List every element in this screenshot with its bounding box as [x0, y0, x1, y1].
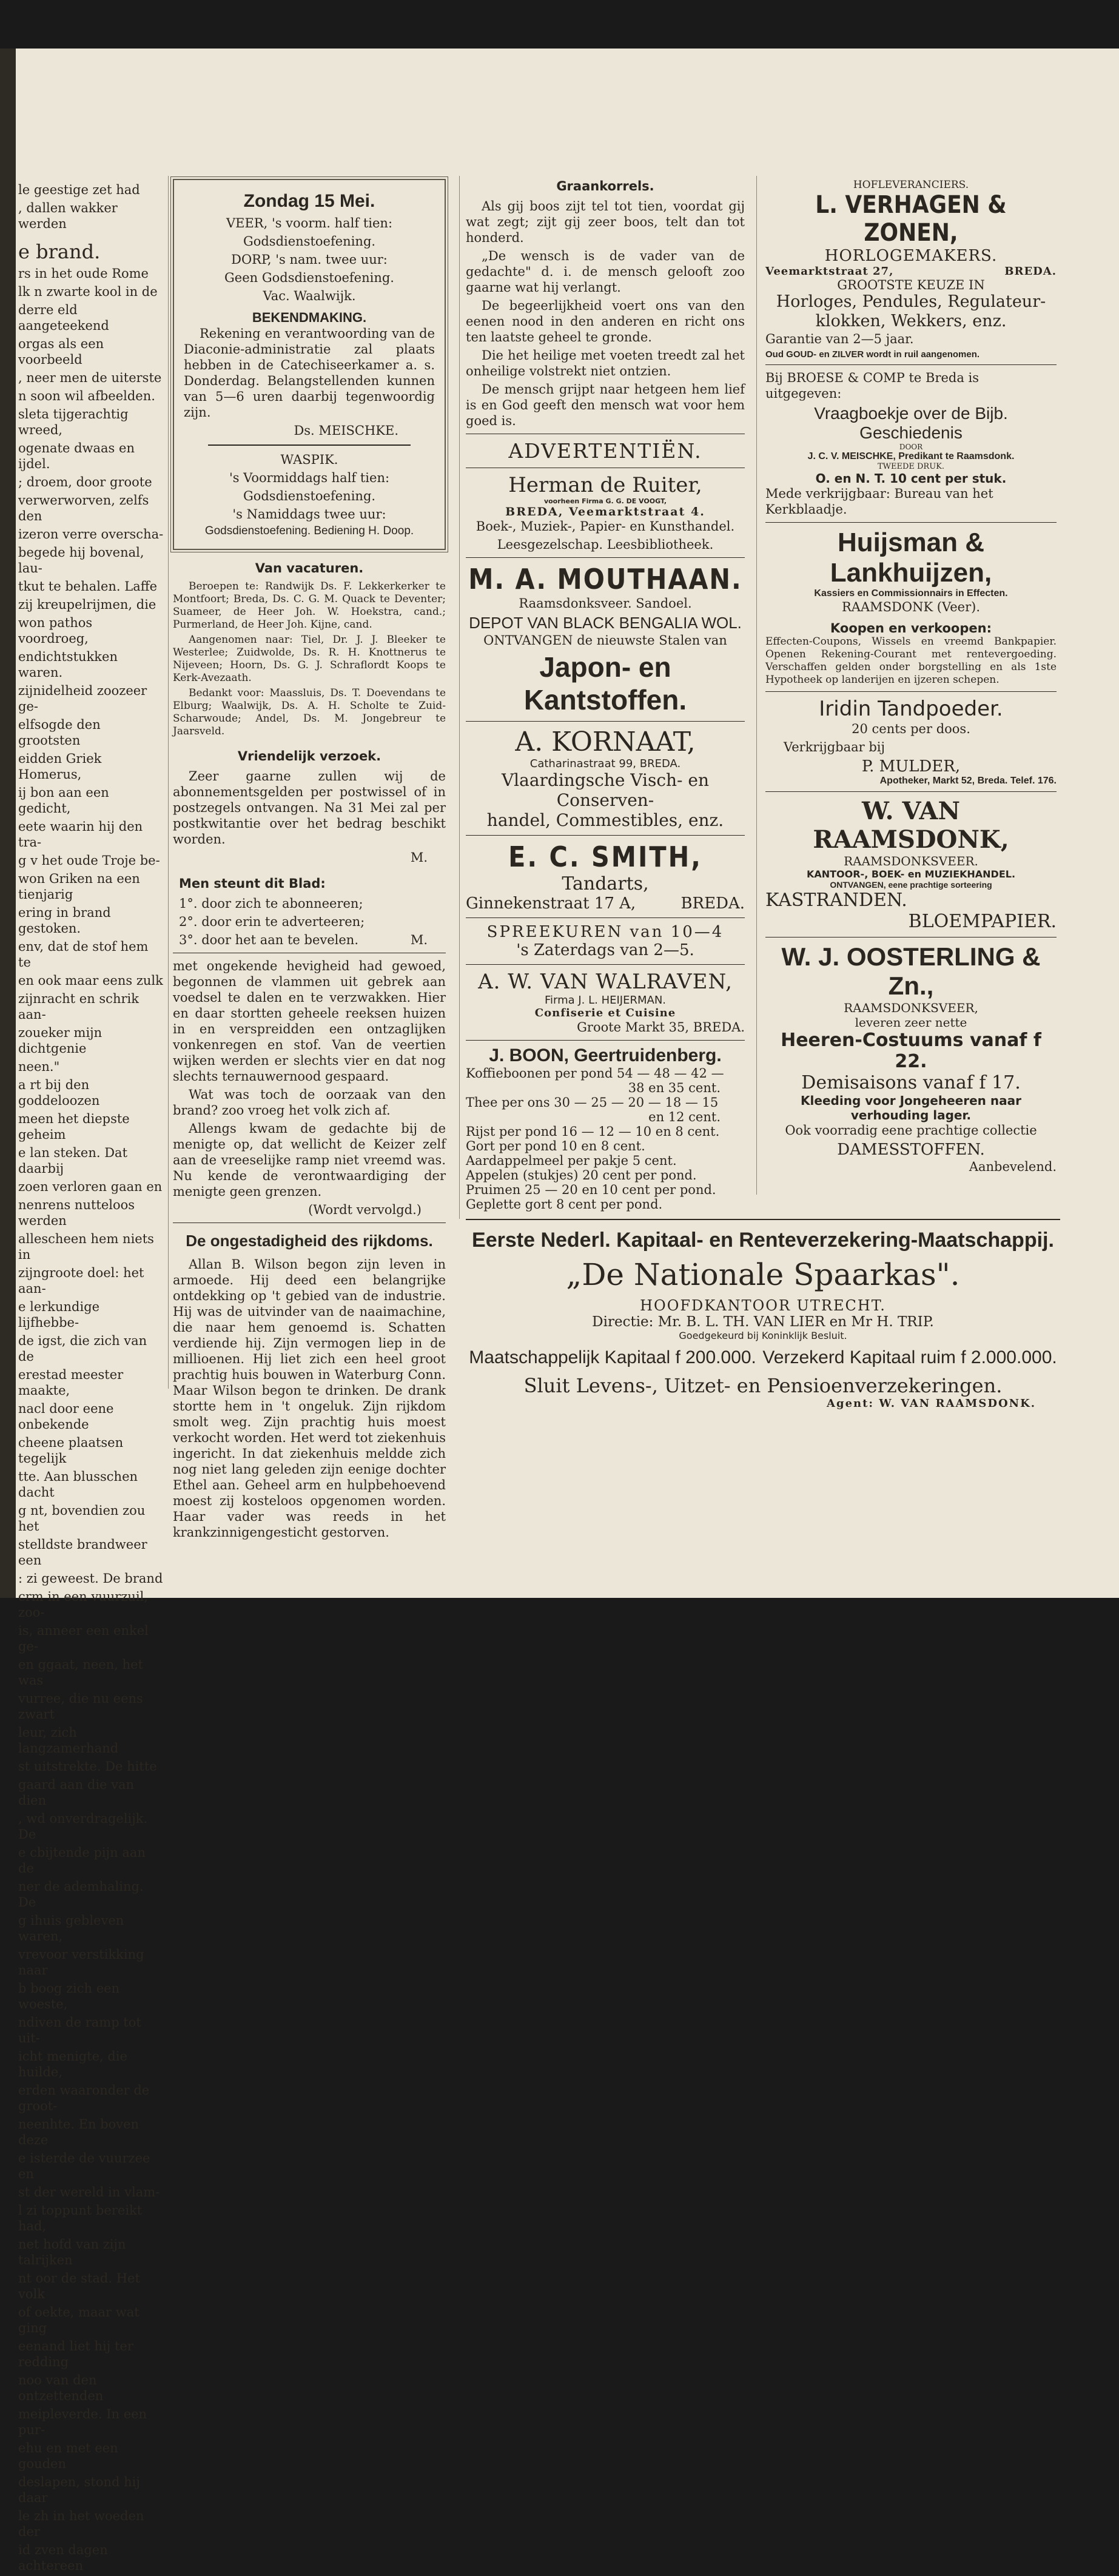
divider	[466, 917, 745, 918]
text-line-fragment: verwerworven, zelfs den	[18, 493, 149, 523]
text-line-fragment: rs in het oude Rome	[18, 266, 149, 281]
kornaat-line: Vlaardingsche Visch- en Conserven-	[501, 770, 710, 810]
text-line-fragment: e cbijtende pijn aan de	[18, 1845, 146, 1876]
text-line-fragment: zijnidelheid zoozeer ge-	[18, 683, 147, 714]
broese-druk: TWEEDE DRUK.	[877, 462, 945, 471]
text-line-fragment: , wd onverdragelijk. De	[18, 1811, 148, 1842]
divider	[466, 721, 745, 722]
text-line-fragment: id zven dagen achtereen	[18, 2543, 108, 2573]
text-line-fragment: st uitstrekte. De hitte	[18, 1759, 157, 1774]
verhagen-hofleveranciers: HOFLEVERANCIERS.	[853, 179, 969, 191]
price-row	[466, 1139, 745, 1153]
verhagen-profession: HORLOGEMAKERS.	[824, 247, 998, 265]
text-line-fragment: net hofd van zijn talrijken	[18, 2237, 126, 2267]
text-line-fragment: eidden Griek Homerus,	[18, 751, 102, 782]
ad-oosterling	[765, 942, 1057, 1175]
oosterling-aanbevelend: Aanbevelend.	[969, 1159, 1057, 1174]
raamsdonk-place: RAAMSDONKSVEER.	[844, 854, 978, 868]
divider	[765, 364, 1057, 365]
price-row	[466, 1153, 745, 1168]
steunt-title: Men steunt dit Blad:	[179, 876, 326, 891]
divider	[466, 964, 745, 965]
broese-verkrijgbaar: Mede verkrijgbaar: Bureau van het Kerkblaadje.	[765, 486, 993, 517]
graankorrel: De mensch grijpt naar hetgeen hem lief is en God geeft den mensch wat voor hem goed is.	[466, 382, 745, 428]
column-rule	[168, 176, 169, 1389]
smith-zaterdag: 's Zaterdags van 2—5.	[516, 941, 694, 959]
text-line-fragment: de igst, die zich van de	[18, 1333, 147, 1364]
ad-herman-de-ruiter	[466, 473, 745, 552]
text-line-fragment: of oekte, maar wat ging	[18, 2305, 139, 2335]
text-line-fragment: ij bon aan een gedicht,	[18, 785, 109, 816]
spaarkas-goedgekeurd: Goedgekeurd bij Koninklijk Besluit.	[679, 1330, 847, 1341]
boon-name: J. BOON, Geertruidenberg.	[489, 1045, 722, 1065]
text-line-fragment: le geestige zet had	[18, 183, 140, 197]
divider	[466, 1040, 745, 1041]
iridin-name: Iridin Tandpoeder.	[819, 697, 1003, 721]
ongestadig-title: De ongestadigheid des rijkdoms.	[186, 1232, 433, 1250]
price-row-cont	[466, 1081, 745, 1095]
text-line-fragment: e lan steken. Dat daarbij	[18, 1145, 128, 1176]
text-line-fragment: zijnracht en schrik aan-	[18, 991, 139, 1022]
text-line-fragment: : zi geweest. De brand	[18, 1571, 163, 1586]
divider	[765, 522, 1057, 523]
text-line-fragment: lk n zwarte kool in de	[18, 284, 158, 299]
oosterling-damesstoffen: DAMESSTOFFEN.	[837, 1141, 985, 1159]
price-item: Koffieboonen per pond 54 — 48 — 42 —	[466, 1066, 724, 1081]
column-rule	[459, 176, 460, 1219]
text-line-fragment: b boog zich een woeste,	[18, 1981, 120, 2011]
ad-van-raamsdonk	[765, 797, 1057, 932]
veer-service: VEER, 's voorm. half tien:	[226, 216, 393, 230]
vacaturen-text: Aangenomen naar: Tiel, Dr. J. J. Bleeker te Westerlee; Zuidwolde, Ds. R. H. Knottnerus te Nijeveen; Hoorn, Ds. G. J. Schraflordt Koops te Kerk-Avezaath.	[173, 634, 446, 684]
brand-story-text: met ongekende hevigheid had gewoed, begonnen de vlammen uit gebrek aan voedsel te dalen en te verzwakken. Hier en daar stortten geheele reeksen huizen in en verspreidden een ontzaglijken vonkenregen en stof. Van de veertien wijken werden er slechts vier en dat nog slechts ternauwernood gespaard.	[173, 959, 446, 1084]
ads-column	[765, 179, 1057, 1177]
advertenties-title: ADVERTENTIËN.	[508, 439, 702, 463]
binding-edge	[0, 49, 16, 1598]
text-line-fragment: noo van den ontzettenden	[18, 2373, 104, 2403]
smith-profession: Tandarts,	[562, 873, 649, 894]
text-line-fragment: g nt, bovendien zou het	[18, 1503, 146, 1534]
mouthaan-depot: DEPOT VAN BLACK BENGALIA WOL.	[469, 614, 742, 632]
broese-text: Bij BROESE & COMP te Breda is uitgegeven:	[765, 371, 980, 401]
steunt-item: 1°. door zich te abonneeren;	[179, 896, 363, 911]
text-line-fragment: derre eld aangeteekend	[18, 303, 109, 333]
huijsman-koopen: Koopen en verkoopen:	[830, 621, 992, 636]
text-line-fragment: meen het diepste geheim	[18, 1112, 130, 1142]
price-row	[466, 1197, 745, 1212]
huijsman-name: Huijsman & Lankhuijzen,	[830, 528, 992, 588]
text-line-fragment: nt oor de stad. Het volk	[18, 2271, 140, 2301]
ad-nationale-spaarkas	[466, 1219, 1060, 1410]
huijsman-text: Effecten-Coupons, Wissels en vreemd Bankpapier. Openen Rekening-Courant met rentevergoeding. Verschaffen gelden onder borgstelling en als 1ste Hypotheek op landerijen en ijzeren schepen.	[765, 636, 1057, 686]
waspik-bediening: Godsdienstoefening. Bediening H. Doop.	[204, 525, 414, 537]
smith-spreekuren: SPREEKUREN van 10—4	[486, 923, 724, 941]
text-line-fragment: stelldste brandweer een	[18, 1537, 147, 1568]
text-line-fragment: g ihuis gebleven waren,	[18, 1913, 124, 1944]
kornaat-line: handel, Commestibles, enz.	[486, 810, 724, 830]
steunt-sign: M.	[410, 933, 428, 947]
spaarkas-hoofdkantoor: HOOFDKANTOOR UTRECHT.	[640, 1297, 886, 1314]
graankorrels-title: Graankorrels.	[556, 179, 654, 193]
raamsdonk-bloempapier: BLOEMPAPIER.	[908, 911, 1057, 932]
text-line-fragment: zijngroote doel: het aan-	[18, 1266, 144, 1296]
text-line-fragment: gaard aan die van dien	[18, 1777, 135, 1808]
verhagen-items: Horloges, Pendules, Regulateur-klokken, Wekkers, enz.	[776, 292, 1046, 330]
price-item: Aardappelmeel per pakje 5 cent.	[466, 1153, 677, 1168]
raamsdonk-name: W. VAN RAAMSDONK,	[813, 797, 1009, 854]
text-line-fragment: endichtstukken waren.	[18, 649, 118, 680]
brand-vervolg: (Wordt vervolgd.)	[308, 1202, 422, 1217]
price-row	[466, 1124, 745, 1139]
text-line-fragment: tkut te behalen. Laffe	[18, 579, 158, 594]
text-line-fragment: e isterde de vuurzee en	[18, 2151, 150, 2181]
text-line-fragment: n soon wil afbeelden.	[18, 389, 155, 403]
text-line-fragment: ering in brand gestoken.	[18, 905, 111, 936]
ruiter-address: BREDA, Veemarktstraat 4.	[505, 505, 705, 518]
bekendmaking-title: BEKENDMAKING.	[252, 310, 367, 325]
raamsdonk-handel: KANTOOR-, BOEK- en MUZIEKHANDEL.	[806, 868, 1016, 880]
oosterling-place: RAAMSDONKSVEER,	[844, 1001, 978, 1015]
broese-door: DOOR	[899, 443, 923, 451]
divider	[208, 444, 411, 446]
ruiter-sub: voorheen Firma G. G. DE VOOGT,	[543, 497, 667, 505]
text-line-fragment: le zh in het woeden der	[18, 2509, 144, 2539]
ad-verhagen	[765, 179, 1057, 360]
steunt-item: 2°. door erin te adverteeren;	[179, 914, 365, 929]
oosterling-demisaisons: Demisaisons vanaf f 17.	[801, 1072, 1021, 1093]
smith-city: BREDA.	[680, 894, 745, 913]
raamsdonk-ontvangen: ONTVANGEN, eene prachtige sorteering	[830, 880, 992, 890]
ongestadig-text: Allan B. Wilson begon zijn leven in armoede. Hij deed een belangrijke ontdekking op 't gebied van de industrie. Hij was de uitvinder van de naaimachine, die naar hem genoemd is. Schatten verdiende hij. Zijn vermogen liep in de millioenen. Hij liet zich een heel groot prachtig huis bouwen in Waterburg Conn. Maar Wilson begon te drinken. De drank stortte hem in 't ongeluk. Zijn rijkdom smolt weg. Zijn prachtig huis moest verkocht worden. Het werd tot ziekenhuis ingericht. In dat ziekenhuis meldde zich nog niet lang geleden zijn eenige dochter Ethel aan. Geheel arm en hulpbehoevend moest zij kosteloos opgenomen worden. Haar vader was reeds in het krankzinnigengesticht gestorven.	[173, 1257, 446, 1540]
text-line-fragment: ehu en met een gouden	[18, 2441, 118, 2471]
text-line-fragment: env, dat de stof hem te	[18, 939, 149, 970]
text-line-fragment: allescheen hem niets in	[18, 1232, 154, 1262]
smith-address-row	[466, 894, 745, 913]
section-heading-fragment: e brand.	[18, 240, 101, 263]
text-line-fragment: , dallen wakker werden	[18, 201, 118, 231]
text-line-fragment: eete waarin hij den tra-	[18, 819, 143, 850]
vacaturen-title: Van vacaturen.	[255, 561, 364, 575]
mouthaan-address: Raamsdonksveer. Sandoel.	[519, 596, 692, 611]
divider	[466, 557, 745, 558]
oosterling-ook: Ook voorradig eene prachtige collectie	[785, 1123, 1037, 1138]
ad-smith	[466, 840, 745, 959]
dorp-service: DORP, 's nam. twee uur:	[231, 252, 388, 267]
price-item: Gort per pond 10 en 8 cent.	[466, 1139, 645, 1153]
sunday-title: Zondag 15 Mei.	[243, 191, 375, 211]
vacaturen-text: Bedankt voor: Maassluis, Ds. T. Doevendans te Elburg; Waalwijk, Ds. A. H. Scholte te Zuid-Scharwoude; Andel, Ds. M. Jongebreur te Jaarsveld.	[173, 687, 446, 737]
oosterling-name: W. J. OOSTERLING & Zn.,	[781, 942, 1041, 1000]
boon-price-list	[466, 1066, 745, 1212]
text-line-fragment: g v het oude Troje be-	[18, 853, 160, 868]
text-line-fragment: e lerkundige lijfhebbe-	[18, 1300, 100, 1330]
text-line-fragment: en ggaat, neen, het was	[18, 1657, 143, 1688]
verzoek-title: Vriendelijk verzoek.	[237, 749, 381, 763]
vacancy-line: Vac. Waalwijk.	[263, 289, 356, 303]
smith-name: E. C. SMITH,	[508, 840, 702, 873]
graankorrel: „De wensch is de vader van de gedachte" d. i. de mensch gelooft zoo gaarne wat hij verlangt.	[466, 249, 745, 295]
vacaturen-text: Beroepen te: Randwijk Ds. F. Lekkerkerker te Montfoort; Breda, Ds. C. G. M. Quack te Deventer; Suameer, de Heer Joh. W. Hoekstra, cand.; Purmerland, de Heer Joh. Kijne, cand.	[173, 580, 446, 631]
text-line-fragment: en ook maar eens zulk	[18, 973, 163, 988]
text-line-fragment: won pathos voordroeg,	[18, 615, 93, 646]
text-line-fragment: eenand liet hij ter redding	[18, 2339, 133, 2369]
text-line-fragment: ; droem, door groote	[18, 475, 152, 489]
ad-broese	[765, 370, 1057, 517]
text-line-fragment: orgas als een voorbeeld	[18, 337, 104, 367]
text-line-fragment: vurree, die nu eens zwart	[18, 1691, 143, 1722]
ruiter-line: Leesgezelschap. Leesbibliotheek.	[497, 537, 714, 552]
price-item: Geplette gort 8 cent per pond.	[466, 1197, 663, 1212]
text-line-fragment: begede hij bovenal, lau-	[18, 545, 144, 575]
steunt-item-row	[173, 932, 446, 948]
broese-price: O. en N. T. 10 cent per stuk.	[815, 471, 1007, 486]
graankorrel: Die het heilige met voeten treedt zal het onheilige volstrekt niet ontzien.	[466, 348, 745, 378]
ad-iridin	[765, 697, 1057, 787]
ad-kornaat	[466, 726, 745, 830]
mouthaan-name: M. A. MOUTHAAN.	[468, 563, 742, 595]
text-line-fragment: vrevoor verstikking naar	[18, 1947, 144, 1977]
price-item-cont: en 12 cent.	[648, 1110, 721, 1124]
text-line-fragment: , neer men de uiterste	[18, 371, 162, 385]
price-row	[466, 1095, 745, 1110]
walraven-firma: Firma J. L. HEIJERMAN.	[544, 994, 667, 1007]
spaarkas-kapitaal: Maatschappelijk Kapitaal f 200.000.	[469, 1347, 756, 1367]
iridin-mulder: P. MULDER,	[861, 757, 961, 776]
huijsman-address: RAAMSDONK (Veer).	[841, 600, 981, 614]
walraven-address: Groote Markt 35, BREDA.	[577, 1020, 745, 1035]
text-line-fragment: zoen verloren gaan en	[18, 1179, 163, 1194]
spaarkas-verzekerd: Verzekerd Kapitaal ruim f 2.000.000.	[762, 1347, 1057, 1367]
column-rule	[756, 176, 757, 1195]
text-line-fragment: meipleverde. In een pur-	[18, 2407, 147, 2437]
price-row-cont	[466, 1110, 745, 1124]
iridin-verkrijgbaar: Verkrijgbaar bij	[784, 740, 885, 754]
divider	[765, 691, 1057, 692]
price-row	[466, 1066, 745, 1081]
brand-story-text: Allengs kwam de gedachte bij de menigte op, dat wellicht de Keizer zelf aan de vreeselijke ramp niet vreemd was. Nu kende de verontwaardiging der menigte geen grenzen.	[173, 1121, 446, 1199]
text-line-fragment: sleta tijgerachtig wreed,	[18, 407, 129, 437]
verhagen-keuze: GROOTSTE KEUZE IN	[837, 278, 985, 292]
church-services-box	[173, 179, 446, 550]
text-line-fragment: ndiven de ramp tot uit-	[18, 2015, 141, 2045]
graankorrel: De begeerlijkheid voert ons van den eenen nood in den anderen en richt ons ten laatste geheel te gronde.	[466, 298, 745, 344]
text-line-fragment: elfsogde den grootsten	[18, 717, 101, 748]
text-line-fragment: l zi toppunt bereikt had,	[18, 2203, 143, 2233]
text-line-fragment: neen."	[18, 1059, 60, 1074]
waspik-title: WASPIK.	[280, 452, 338, 467]
broese-author: J. C. V. MEISCHKE, Predikant te Raamsdonk.	[807, 451, 1015, 461]
bekendmaking-text: Rekening en verantwoording van de Diaconie-administratie zal plaats hebben in de Catechiseerkamer a. s. Donderdag. Belangstellenden kunnen van 5—6 uren daarbij tegenwoordig zijn.	[184, 326, 435, 420]
brand-story-text: Wat was toch de oorzaak van den brand? zoo vroeg het volk zich af.	[173, 1087, 446, 1118]
price-item: Rijst per pond 16 — 12 — 10 en 8 cent.	[466, 1124, 720, 1139]
ad-boon	[466, 1045, 745, 1212]
mouthaan-ontvangen: ONTVANGEN de nieuwste Stalen van	[483, 633, 727, 648]
spaarkas-title: Eerste Nederl. Kapitaal- en Renteverzekering-Maatschappij.	[472, 1229, 1054, 1252]
church-notices-column	[173, 179, 446, 1543]
ad-walraven	[466, 970, 745, 1035]
raamsdonk-kastranden: KASTRANDEN.	[765, 890, 907, 911]
kornaat-name: A. KORNAAT,	[515, 726, 696, 757]
text-line-fragment: cheene plaatsen tegelijk	[18, 1435, 124, 1466]
text-line-fragment: is, anneer een enkel ge-	[18, 1623, 149, 1654]
smith-address: Ginnekenstraat 17 A,	[466, 894, 636, 913]
iridin-price: 20 cents per doos.	[852, 722, 970, 736]
price-row	[466, 1168, 745, 1182]
verhagen-address-row	[765, 265, 1057, 278]
verhagen-goud: Oud GOUD- en ZILVER wordt in ruil aangenomen.	[765, 349, 980, 360]
broese-title: Vraagboekje over de Bijb. Geschiedenis	[814, 404, 1008, 442]
verhagen-address: Veemarktstraat 27,	[765, 265, 894, 278]
text-line-fragment: won Griken na een tienjarig	[18, 871, 140, 902]
text-line-fragment: crm in een vuurzuil, zoo-	[18, 1589, 149, 1620]
ruiter-name: Herman de Ruiter,	[508, 473, 702, 497]
text-line-fragment: tte. Aan blusschen dacht	[18, 1469, 138, 1500]
text-line-fragment: izeron verre overscha-	[18, 527, 164, 542]
steunt-item: 3°. door het aan te bevelen.	[179, 933, 359, 947]
verhagen-city: BREDA.	[1004, 265, 1057, 278]
bekendmaking-sign: Ds. MEISCHKE.	[294, 423, 398, 438]
text-line-fragment: deslapen, stond hij daar	[18, 2475, 140, 2505]
oosterling-leveren: leveren zeer nette	[855, 1015, 967, 1030]
waspik-morning: 's Voormiddags half tien:	[229, 471, 390, 485]
text-line-fragment: erden waaronder de groot-	[18, 2083, 150, 2113]
oosterling-kleeding: Kleeding voor Jongeheeren naar verhouding lager.	[801, 1093, 1021, 1122]
text-line-fragment: leur, zich langzamerhand	[18, 1725, 119, 1756]
price-item: Pruimen 25 — 20 en 10 cent per pond.	[466, 1182, 716, 1197]
waspik-afternoon: 's Namiddags twee uur:	[232, 507, 386, 522]
verhagen-garantie: Garantie van 2—5 jaar.	[765, 332, 914, 346]
walraven-name: A. W. VAN WALRAVEN,	[478, 970, 733, 994]
godsdienst-line: Godsdienstoefening.	[243, 234, 376, 249]
text-line-fragment: st der wereld in vlam-	[18, 2185, 160, 2199]
price-row	[466, 1182, 745, 1197]
spaarkas-directie: Directie: Mr. B. L. TH. VAN LIER en Mr H. TRIP.	[592, 1314, 934, 1330]
huijsman-sub: Kassiers en Commissionnairs in Effecten.	[814, 588, 1008, 599]
price-item: Appelen (stukjes) 20 cent per pond.	[466, 1168, 697, 1182]
spaarkas-kapitaal-row	[466, 1347, 1060, 1368]
verzoek-text: Zeer gaarne zullen wij de abonnementsgelden per postwissel of in postzegels ontvangen. Na 31 Mei zal per postkwitantie over het bedrag beschikt worden.	[173, 769, 446, 847]
oosterling-costuums: Heeren-Costuums vanaf f 22.	[781, 1030, 1041, 1072]
verzoek-sign: M.	[410, 850, 428, 865]
text-line-fragment: ner de ademhaling. De	[18, 1879, 144, 1910]
price-item: Thee per ons 30 — 25 — 20 — 18 — 15	[466, 1095, 719, 1110]
price-item-cont: 38 en 35 cent.	[628, 1081, 721, 1095]
spaarkas-name: „De Nationale Spaarkas".	[566, 1257, 960, 1292]
mouthaan-japon: Japon- en Kantstoffen.	[523, 651, 687, 716]
graankorrels-ads-column	[466, 179, 745, 1212]
divider	[466, 835, 745, 836]
text-line-fragment: icht menigte, die huilde,	[18, 2049, 127, 2079]
text-line-fragment: erestad meester maakte,	[18, 1367, 124, 1398]
text-line-fragment: ogenate dwaas en ijdel.	[18, 441, 135, 471]
text-line-fragment: nenrens nutteloos werden	[18, 1198, 135, 1228]
ad-huijsman	[765, 528, 1057, 686]
geen-service: Geen Godsdienstoefening.	[224, 270, 394, 285]
text-line-fragment: zij kreupelrijmen, die	[18, 597, 156, 612]
kornaat-address: Catharinastraat 99, BREDA.	[529, 757, 681, 770]
ruiter-line: Boek-, Muziek-, Papier- en Kunsthandel.	[475, 519, 735, 534]
verhagen-name: L. VERHAGEN & ZONEN,	[815, 191, 1007, 247]
iridin-address: Apotheker, Markt 52, Breda. Telef. 176.	[879, 776, 1057, 786]
spaarkas-agent: Agent: W. VAN RAAMSDONK.	[827, 1397, 1036, 1410]
godsdienst-line: Godsdienstoefening.	[243, 489, 376, 503]
walraven-confiserie: Confiserie et Cuisine	[534, 1007, 676, 1019]
text-line-fragment: neenhte. En boven deze	[18, 2117, 139, 2147]
spaarkas-sluit: Sluit Levens-, Uitzet- en Pensioenverzekeringen.	[523, 1374, 1003, 1397]
divider	[765, 791, 1057, 792]
text-line-fragment: zoueker mijn dichtgenie	[18, 1025, 102, 1056]
left-column-fragment	[18, 182, 164, 2576]
text-line-fragment: a rt bij den goddeloozen	[18, 1078, 100, 1108]
text-line-fragment: nacl door eene onbekende	[18, 1401, 114, 1432]
graankorrel: Als gij boos zijt tel tot tien, voordat gij wat zegt; zijt gij zeer boos, telt dan tot honderd.	[466, 199, 745, 245]
ad-mouthaan	[466, 563, 745, 716]
